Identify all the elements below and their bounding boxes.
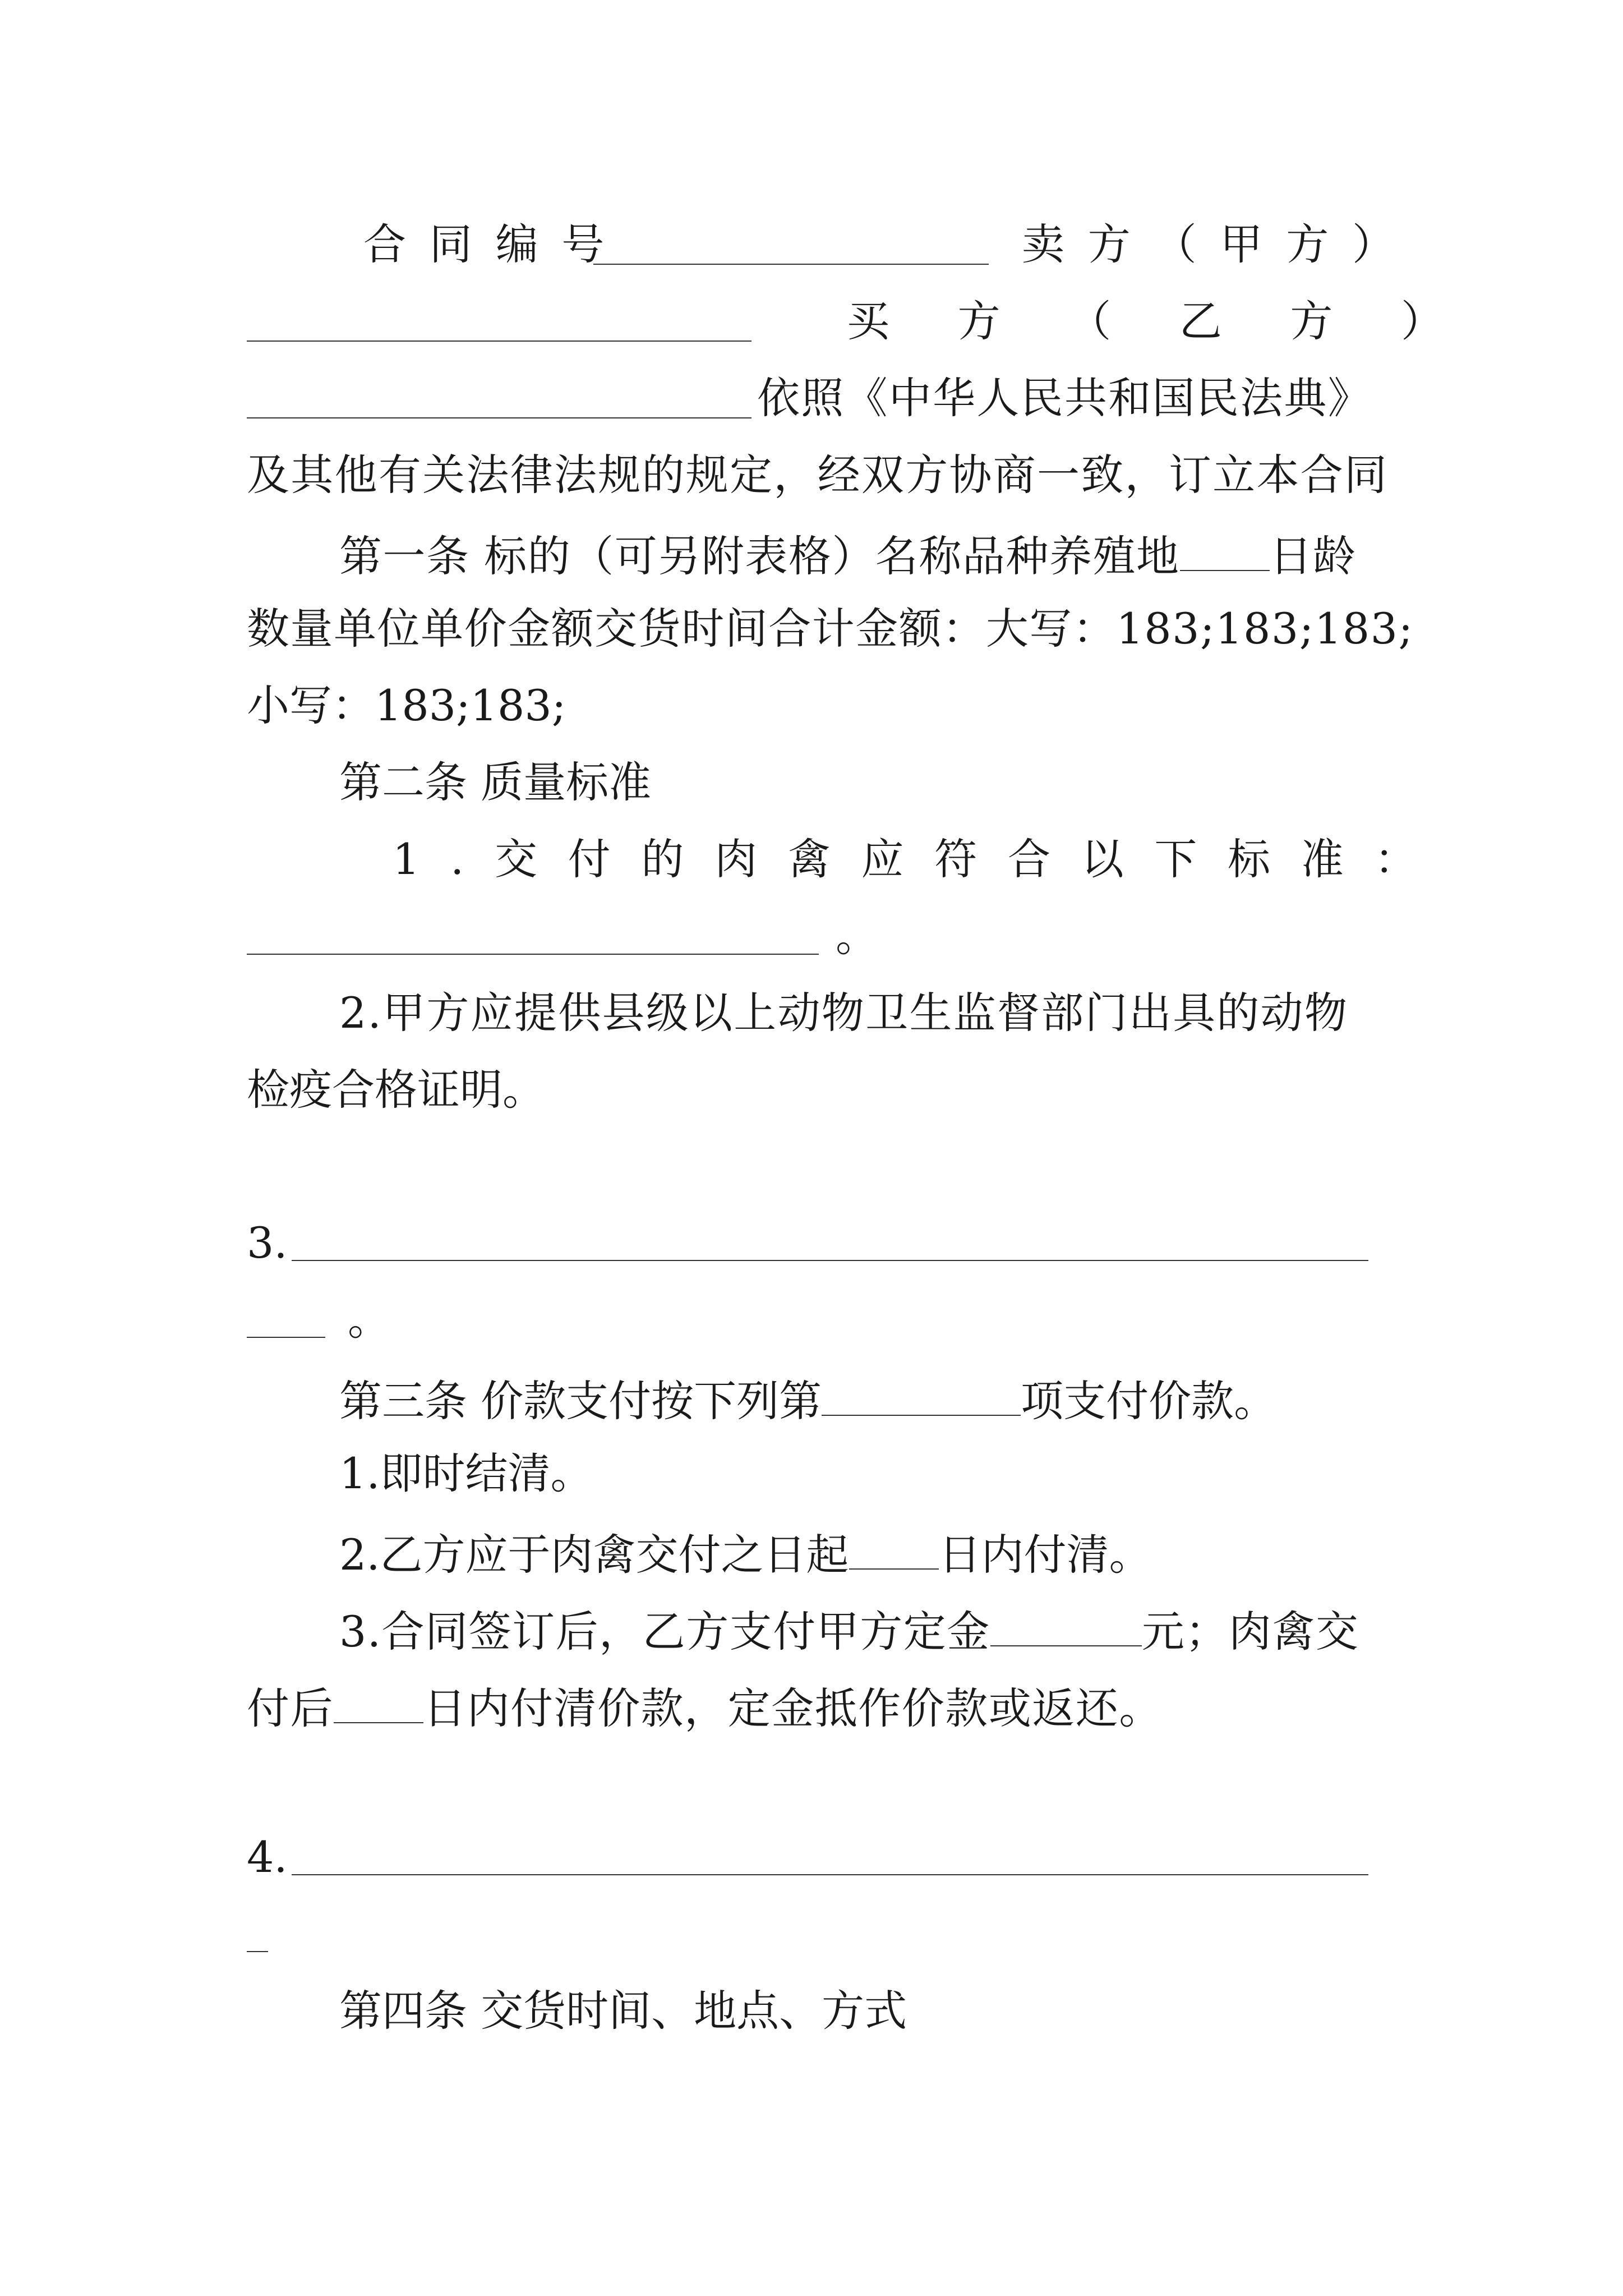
article3-title-end: 项支付价款。 xyxy=(1021,1375,1277,1426)
article3-item3-text: 3.合同签订后，乙方支付甲方定金 xyxy=(339,1606,990,1657)
article3-item3-yuan: 元；肉禽交 xyxy=(1141,1606,1359,1657)
seller-name-blank[interactable] xyxy=(247,341,751,342)
legal-basis-text: 依照《中华人民共和国民法典》 xyxy=(757,373,1372,423)
article3-item3-line1 xyxy=(339,1606,1359,1657)
pay-days-blank[interactable] xyxy=(849,1529,939,1570)
article3-title xyxy=(339,1375,1277,1426)
article1-line2: 数量单位单价金额交货时间合计金额：大写：183;183;183; xyxy=(247,604,1414,654)
seller-label: 卖方（甲方） xyxy=(1022,219,1418,269)
payment-option-blank[interactable] xyxy=(822,1375,1021,1416)
legal-basis-continuation: 及其他有关法律法规的规定，经双方协商一致，订立本合同 xyxy=(247,450,1389,500)
settle-days-blank[interactable] xyxy=(334,1683,423,1723)
article2-title: 第二条 质量标准 xyxy=(339,757,652,807)
article1-line1-text: 第一条 标的（可另附表格）名称品种养殖地 xyxy=(339,531,1180,581)
buyer-label: 买方（乙方） xyxy=(847,296,1512,346)
article2-item1-end: 。 xyxy=(836,911,878,961)
article3-item2-end: 日内付清。 xyxy=(938,1529,1152,1580)
article3-item4-blank[interactable] xyxy=(292,1874,1368,1875)
article3-item3-rest: 日内付清价款，定金抵作价款或返还。 xyxy=(423,1683,1163,1733)
article3-title-text: 第三条 价款支付按下列第 xyxy=(339,1375,822,1426)
article2-item3-number: 3. xyxy=(247,1218,288,1268)
article3-item4-number: 4. xyxy=(247,1832,288,1882)
buyer-name-blank[interactable] xyxy=(247,417,751,418)
article4-title: 第四条 交货时间、地点、方式 xyxy=(339,1986,907,2036)
article2-item3-end: 。 xyxy=(348,1295,390,1345)
article2-item3-blank[interactable] xyxy=(292,1260,1368,1261)
article1-line3: 小写：183;183; xyxy=(247,680,566,730)
article1-line1 xyxy=(339,531,1357,581)
age-blank[interactable] xyxy=(1180,531,1270,571)
quality-standard-blank[interactable] xyxy=(247,954,819,955)
article3-item2-text: 2.乙方应于肉禽交付之日起 xyxy=(339,1529,849,1580)
article2-item2-line2: 检疫合格证明。 xyxy=(247,1065,545,1115)
contract-number-blank[interactable] xyxy=(593,264,989,265)
article1-age-label: 日龄 xyxy=(1269,531,1357,581)
article2-item1: 1.交付的肉禽应符合以下标准： xyxy=(393,834,1448,884)
deposit-amount-blank[interactable] xyxy=(990,1606,1142,1646)
article2-item3-blank-cont[interactable] xyxy=(247,1337,325,1338)
article3-item3-after: 付后 xyxy=(247,1683,334,1733)
article2-item2-line1: 2.甲方应提供县级以上动物卫生监督部门出具的动物 xyxy=(339,988,1349,1038)
article3-item4-blank-cont[interactable] xyxy=(247,1951,268,1952)
article3-item2 xyxy=(339,1529,1152,1580)
contract-number-label: 合同编号 xyxy=(363,219,628,269)
article3-item1: 1.即时结清。 xyxy=(339,1448,593,1498)
article3-item3-line2 xyxy=(247,1683,1163,1733)
